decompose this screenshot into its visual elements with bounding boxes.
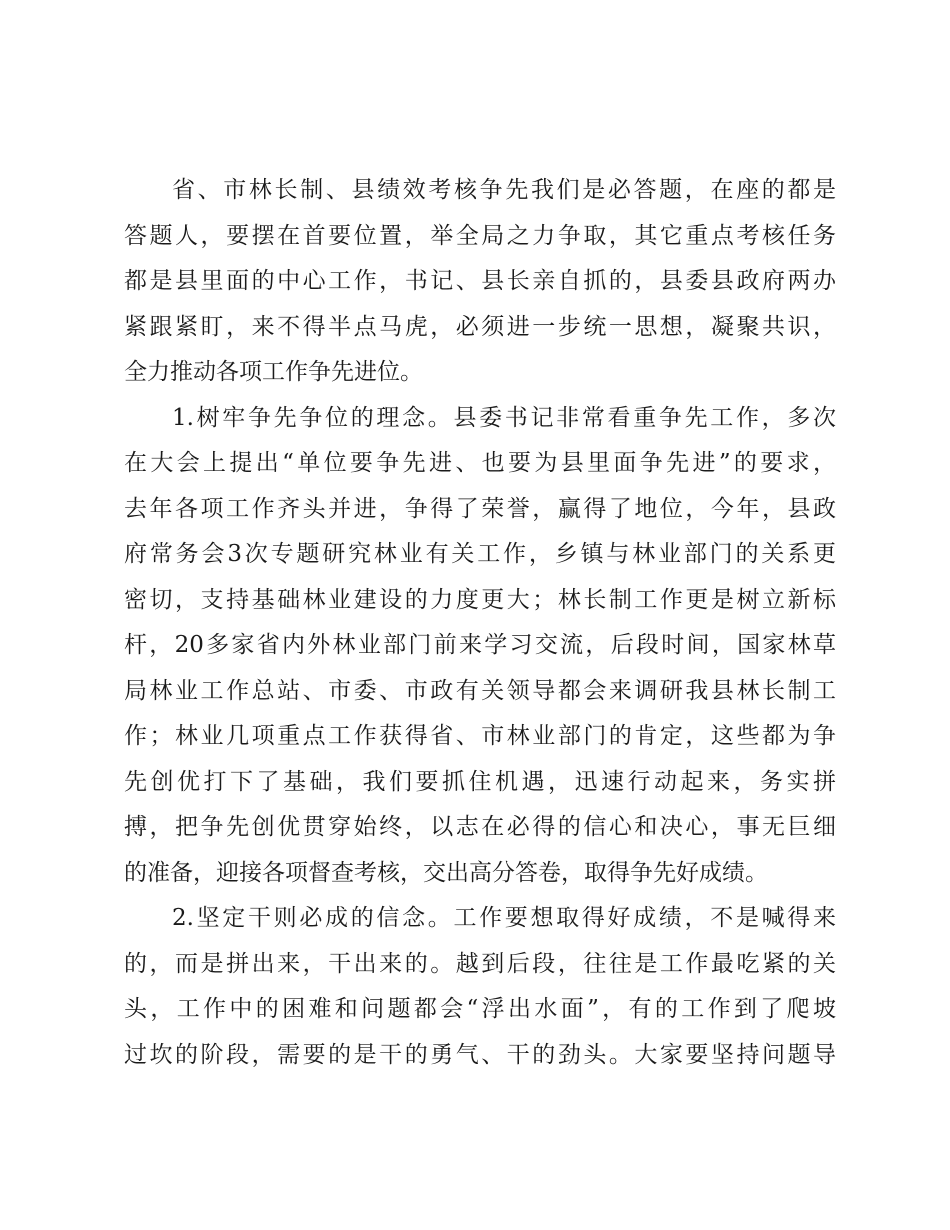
text-line: 密切，支持基础林业建设的力度更大；林长制工作更是树立新标 — [124, 586, 836, 613]
text-line: 答题人，要摆在首要位置，举全局之力争取，其它重点考核任务 — [124, 222, 836, 249]
text-line: 紧跟紧盯，来不得半点马虎，必须进一步统一思想，凝聚共识， — [124, 313, 836, 340]
text-line: 杆，20多家省内外林业部门前来学习交流，后段时间，国家林草 — [124, 632, 836, 658]
text-line: 在大会上提出“单位要争先进、也要为县里面争先进”的要求， — [124, 450, 836, 476]
paragraph-3 — [124, 896, 836, 1078]
text-line: 的，而是拼出来，干出来的。越到后段，往往是工作最吃紧的关 — [124, 950, 836, 977]
text-line: 省、市林长制、县绩效考核争先我们是必答题，在座的都是 — [172, 177, 836, 203]
text-line: 过坎的阶段，需要的是干的勇气、干的劲头。大家要坚持问题导 — [124, 1041, 836, 1068]
text-line: 局林业工作总站、市委、市政有关领导都会来调研我县林长制工 — [124, 677, 836, 704]
text-line: 头，工作中的困难和问题都会“浮出水面”，有的工作到了爬坡 — [124, 996, 836, 1022]
text-line: 作；林业几项重点工作获得省、市林业部门的肯定，这些都为争 — [124, 723, 836, 749]
text-line: 先创优打下了基础，我们要抓住机遇，迅速行动起来，务实拼 — [124, 768, 836, 795]
paragraph-2 — [124, 396, 836, 897]
text-line: 1.树牢争先争位的理念。县委书记非常看重争先工作，多次 — [172, 404, 836, 431]
text-line: 都是县里面的中心工作，书记、县长亲自抓的，县委县政府两办 — [124, 268, 836, 294]
text-line: 全力推动各项工作争先进位。 — [124, 359, 423, 385]
text-line: 府常务会3次专题研究林业有关工作，乡镇与林业部门的关系更 — [124, 541, 836, 567]
paragraph-1 — [124, 168, 836, 396]
document-body — [124, 168, 836, 1078]
text-line: 的准备，迎接各项督查考核，交出高分答卷，取得争先好成绩。 — [124, 859, 768, 886]
text-line: 2.坚定干则必成的信念。工作要想取得好成绩，不是喊得来 — [172, 905, 836, 931]
text-line: 去年各项工作齐头并进，争得了荣誉，赢得了地位，今年，县政 — [124, 495, 836, 522]
text-line: 搏，把争先创优贯穿始终，以志在必得的信心和决心，事无巨细 — [124, 814, 836, 840]
